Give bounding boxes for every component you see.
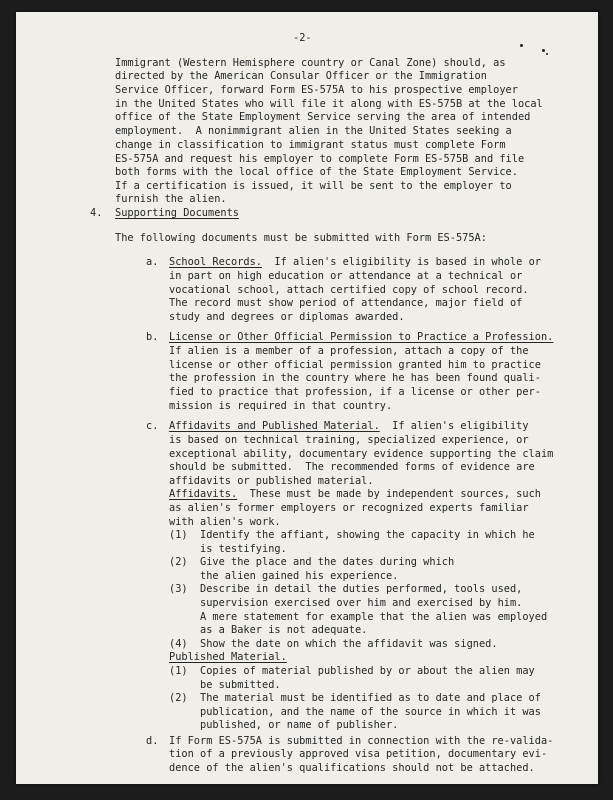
published-item-line xyxy=(200,679,281,693)
intro-line xyxy=(115,70,487,84)
text-run: published, or name of publisher. xyxy=(200,719,399,731)
affidavit-item-line xyxy=(200,570,398,584)
item-marker xyxy=(146,256,158,270)
item-b-line xyxy=(169,400,392,414)
text-run: tion of a previously approved visa petition, documentary evi- xyxy=(169,748,548,760)
text-run: (4) xyxy=(169,638,188,650)
text-run: Copies of material published by or about the alien may xyxy=(200,665,535,677)
text-run: (2) xyxy=(169,556,188,568)
text-run: 4. xyxy=(90,207,103,219)
item-c-line xyxy=(169,448,553,462)
text-run: both forms with the local office of the State Employment Service. xyxy=(115,166,518,178)
text-run: d. xyxy=(146,735,159,747)
text-run: If alien is a member of a profession, attach a copy of the xyxy=(169,345,529,357)
item-d-line xyxy=(169,748,547,762)
text-run: Show the date on which the affidavit was signed. xyxy=(200,638,498,650)
affidavit-item-line xyxy=(200,597,522,611)
affidavit-item-number xyxy=(169,556,188,570)
text-run: license or other official permission granted him to practice xyxy=(169,359,541,371)
text-run: If alien's eligibility xyxy=(379,420,529,432)
intro-line xyxy=(115,139,506,153)
intro-line xyxy=(115,153,524,167)
item-a-line xyxy=(169,270,522,284)
intro-line xyxy=(115,84,518,98)
text-run: publication, and the name of the source in which it was xyxy=(200,706,541,718)
text-run: If alien's eligibility is based in whole or xyxy=(262,256,541,268)
underlined-heading: Affidavits and Published Material. xyxy=(169,420,380,432)
item-a-line xyxy=(169,256,541,270)
underlined-heading: Supporting Documents xyxy=(115,207,239,219)
intro-line xyxy=(115,166,518,180)
intro-line xyxy=(115,57,506,71)
item-b-line xyxy=(169,345,529,359)
text-run: Immigrant (Western Hemisphere country or Canal Zone) should, as xyxy=(115,57,506,69)
affidavit-item-line xyxy=(200,638,498,652)
item-marker xyxy=(146,735,158,749)
text-run: The material must be identified as to date and place of xyxy=(200,692,541,704)
item-b-line xyxy=(169,372,541,386)
published-item-number xyxy=(169,692,188,706)
affidavit-item-number xyxy=(169,638,188,652)
text-run: office of the State Employment Service serving the area of intended xyxy=(115,111,531,123)
page-number: -2- xyxy=(293,32,312,44)
text-run: the alien gained his experience. xyxy=(200,570,399,582)
affidavit-item-line xyxy=(200,529,535,543)
affidavit-item-line xyxy=(200,543,287,557)
text-run: dence of the alien's qualifications should not be attached. xyxy=(169,762,535,774)
text-run: in the United States who will file it along with ES-575B at the local xyxy=(115,98,543,110)
affidavit-item-number xyxy=(169,583,188,597)
text-run: If a certification is issued, it will be sent to the employer to xyxy=(115,180,512,192)
intro-line xyxy=(115,193,227,207)
text-run: as alien's former employers or recognized experts familiar xyxy=(169,502,529,514)
published-item-line xyxy=(200,692,541,706)
text-run: (3) xyxy=(169,583,188,595)
affidavit-item-number xyxy=(169,529,188,543)
text-run: as a Baker is not adequate. xyxy=(200,624,368,636)
affidavit-item-line xyxy=(200,624,367,638)
underlined-heading: School Records. xyxy=(169,256,262,268)
item-c-line xyxy=(169,420,529,434)
text-run: ES-575A and request his employer to complete Form ES-575B and file xyxy=(115,153,525,165)
text-run: study and degrees or diplomas awarded. xyxy=(169,311,405,323)
text-run: mission is required in that country. xyxy=(169,400,393,412)
affidavit-item-line xyxy=(200,583,522,597)
published-item-line xyxy=(200,719,398,733)
item-d-line xyxy=(169,762,535,776)
text-run: is based on technical training, specialized experience, or xyxy=(169,434,529,446)
published-item-line xyxy=(200,665,535,679)
affidavit-item-line xyxy=(200,556,454,570)
item-d-line xyxy=(169,735,553,749)
text-run: fied to practice that profession, if a license or other per- xyxy=(169,386,541,398)
published-item-line xyxy=(200,706,541,720)
item-b-line xyxy=(169,359,541,373)
text-run: A mere statement for example that the alien was employed xyxy=(200,611,548,623)
affidavits-line xyxy=(169,488,541,502)
underlined-heading: Affidavits. xyxy=(169,488,238,500)
intro-line xyxy=(115,180,512,194)
text-run: c. xyxy=(146,420,159,432)
text-run: change in classification to immigrant status must complete Form xyxy=(115,139,506,151)
intro-line xyxy=(115,98,543,112)
ink-speck xyxy=(542,49,545,52)
text-run: affidavits or published material. xyxy=(169,475,374,487)
underlined-heading: License or Other Official Permission to Practice a Profession. xyxy=(169,331,554,343)
intro-line xyxy=(115,125,512,139)
text-run: a. xyxy=(146,256,159,268)
text-run: b. xyxy=(146,331,159,343)
section-intro xyxy=(115,232,487,246)
text-run: employment. A nonimmigrant alien in the United States seeking a xyxy=(115,125,512,137)
text-run: (1) xyxy=(169,665,188,677)
text-run: in part on high education or attendance at a technical or xyxy=(169,270,523,282)
item-c-line xyxy=(169,475,374,489)
text-run: is testifying. xyxy=(200,543,287,555)
item-b-line xyxy=(169,386,541,400)
text-run: be submitted. xyxy=(200,679,281,691)
item-marker xyxy=(146,420,158,434)
affidavit-item-line xyxy=(200,611,547,625)
text-run: The following documents must be submitted with Form ES-575A: xyxy=(115,232,487,244)
text-run: (1) xyxy=(169,529,188,541)
item-a-line xyxy=(169,297,522,311)
text-run: Describe in detail the duties performed, tools used, xyxy=(200,583,523,595)
ink-speck xyxy=(546,53,548,55)
text-run: (2) xyxy=(169,692,188,704)
affidavits-line xyxy=(169,502,529,516)
item-marker xyxy=(146,331,158,345)
affidavits-line xyxy=(169,516,281,530)
text-run: directed by the American Consular Officer or the Immigration xyxy=(115,70,487,82)
document-text xyxy=(16,12,598,784)
text-run: furnish the alien. xyxy=(115,193,227,205)
text-run: the profession in the country where he has been found quali- xyxy=(169,372,541,384)
text-run: Identify the affiant, showing the capacity in which he xyxy=(200,529,535,541)
text-run: should be submitted. The recommended forms of evidence are xyxy=(169,461,535,473)
text-run: The record must show period of attendance, major field of xyxy=(169,297,523,309)
underlined-heading: Published Material. xyxy=(169,651,287,663)
text-run: These must be made by independent sources, such xyxy=(237,488,541,500)
item-a-line xyxy=(169,284,529,298)
intro-line xyxy=(115,111,530,125)
item-c-line xyxy=(169,461,535,475)
section-number xyxy=(90,207,102,221)
text-run: If Form ES-575A is submitted in connection with the re-valida- xyxy=(169,735,554,747)
section-heading xyxy=(115,207,239,221)
item-a-line xyxy=(169,311,405,325)
item-b-title xyxy=(169,331,553,345)
document-page xyxy=(16,12,598,784)
text-run: exceptional ability, documentary evidence supporting the claim xyxy=(169,448,554,460)
text-run: Give the place and the dates during which xyxy=(200,556,455,568)
text-run: vocational school, attach certified copy of school record. xyxy=(169,284,529,296)
text-run: with alien's work. xyxy=(169,516,281,528)
published-item-number xyxy=(169,665,188,679)
item-c-line xyxy=(169,434,529,448)
text-run: supervision exercised over him and exercised by him. xyxy=(200,597,523,609)
ink-speck xyxy=(520,44,523,47)
text-run: Service Officer, forward Form ES-575A to his prospective employer xyxy=(115,84,518,96)
published-material-title xyxy=(169,651,287,665)
